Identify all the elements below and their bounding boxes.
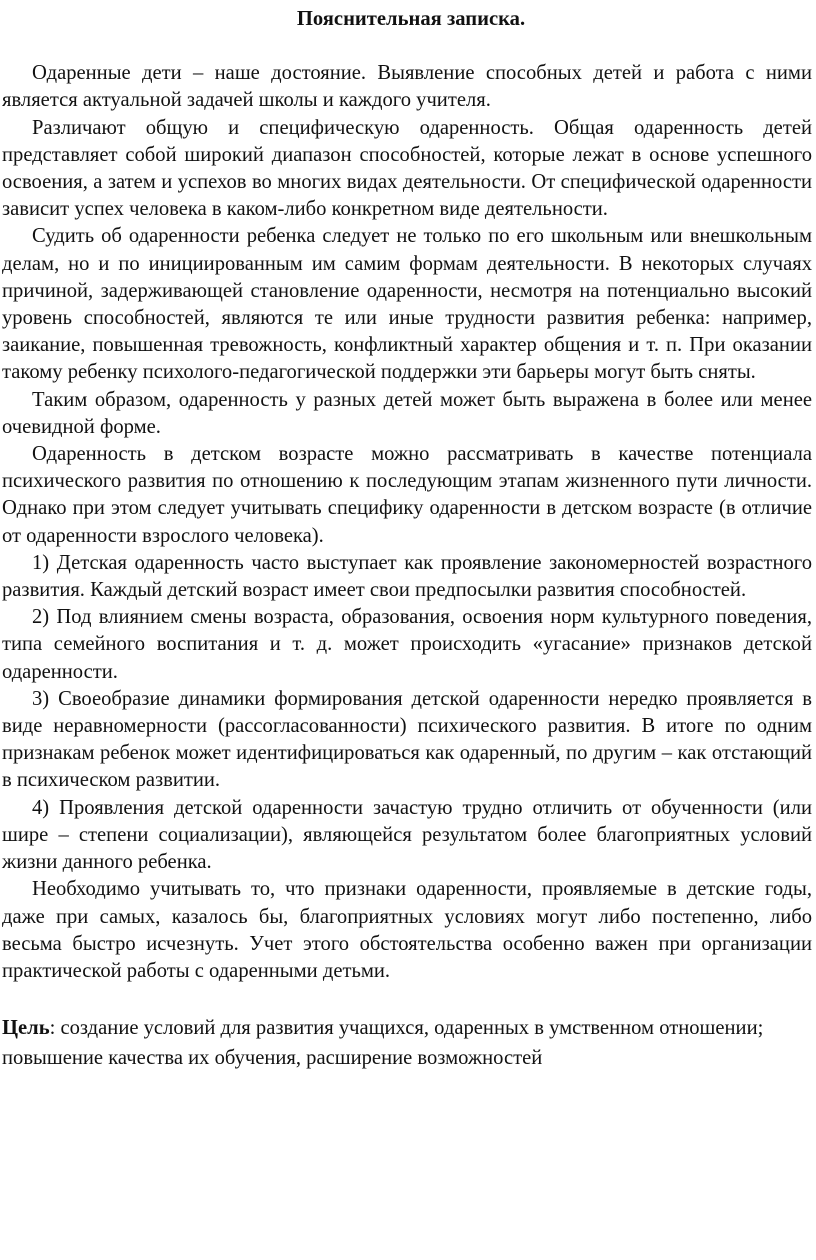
- goal-label: Цель: [2, 1017, 50, 1040]
- paragraph-point-1: 1) Детская одаренность часто выступает как проявление закономерностей возрастного развития. Каждый детский возраст имеет свои предпосылки развития способностей.: [2, 551, 812, 602]
- goal-paragraph: [2, 1013, 812, 1073]
- goal-text: : создание условий для развития учащихся, одаренных в умственном отношении; повышение качества их обучения, расширение возможностей: [2, 1017, 764, 1070]
- paragraph-point-3: 3) Своеобразие динамики формирования детской одаренности нередко проявляется в виде неравномерности (рассогласованности) психического развития. В итоге по одним признакам ребенок может идентифицироваться как одаренный, по другим – как отстающий в психическом развитии.: [2, 687, 812, 792]
- paragraph-point-4: 4) Проявления детской одаренности зачастую трудно отличить от обученности (или шире – степени социализации), являющейся результатом более благоприятных условий жизни данного ребенка.: [2, 796, 812, 874]
- page-title: Пояснительная записка.: [296, 8, 526, 30]
- paragraph-conclusion: Таким образом, одаренность у разных детей может быть выражена в более или менее очевидной форме.: [2, 388, 812, 438]
- paragraph-giftedness-types: Различают общую и специфическую одаренность. Общая одаренность детей представляет собой широкий диапазон способностей, которые лежат в основе успешного освоения, а затем и успехов во многих видах деятельности. От специфической одаренности зависит успех человека в каком-либо конкретном виде деятельности.: [2, 116, 812, 221]
- paragraph-judging-giftedness: Судить об одаренности ребенка следует не только по его школьным или внешкольным делам, но и по инициированным им самим формам деятельности. В некоторых случаях причиной, задерживающей становление одаренности, несмотря на потенциально высокий уровень способностей, являются те или иные трудности развития ребенка: например, заикание, повышенная тревожность, конфликтный характер общения и т. п. При оказании такому ребенку психолого-педагогической поддержки эти барьеры могут быть сняты.: [2, 225, 812, 384]
- paragraph-intro: Одаренные дети – наше достояние. Выявление способных детей и работа с ними является актуальной задачей школы и каждого учителя.: [2, 62, 812, 112]
- paragraph-point-2: 2) Под влиянием смены возраста, образования, освоения норм культурного поведения, типа семейного воспитания и т. д. может происходить «угасание» признаков детской одаренности.: [2, 606, 812, 683]
- paragraph-necessity: Необходимо учитывать то, что признаки одаренности, проявляемые в детские годы, даже при самых, казалось бы, благоприятных условиях могут либо постепенно, либо весьма быстро исчезнуть. Учет этого обстоятельства особенно важен при организации практической работы с одаренными детьми.: [2, 878, 812, 982]
- paragraph-child-age: Одаренность в детском возрасте можно рассматривать в качестве потенциала психического развития по отношению к последующим этапам жизненного пути личности. Однако при этом следует учитывать специфику одаренности в детском возрасте (в отличие от одаренности взрослого человека).: [2, 443, 812, 547]
